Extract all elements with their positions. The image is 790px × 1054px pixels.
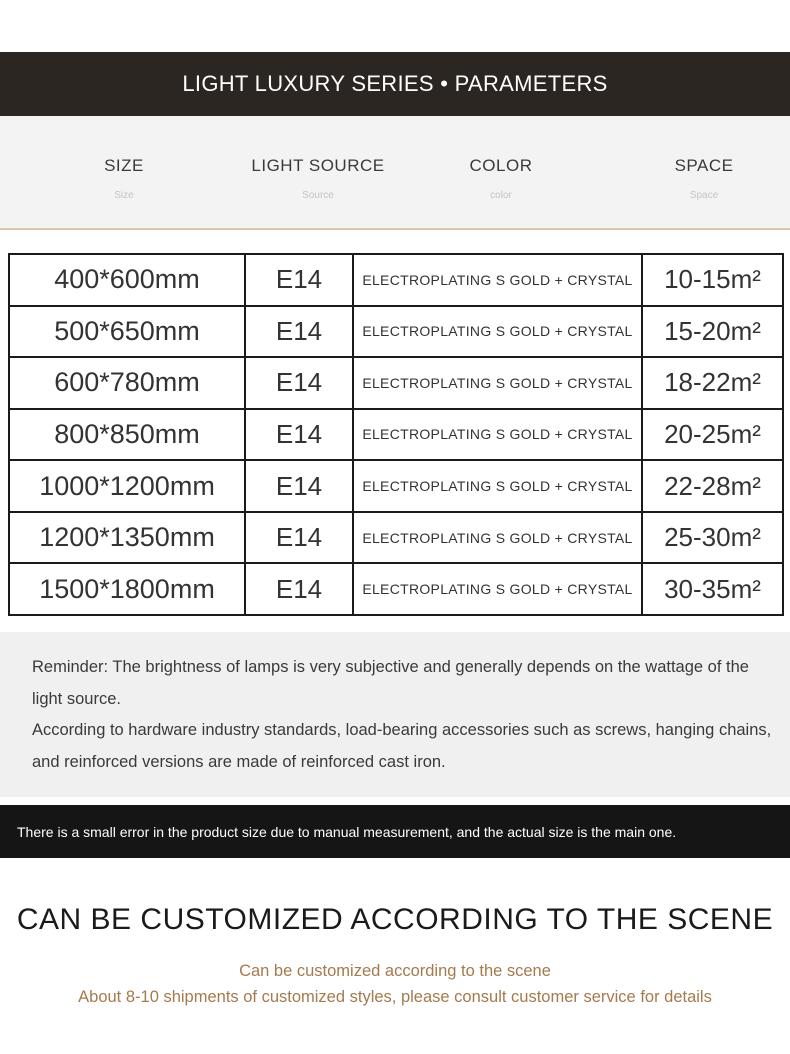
page-title: LIGHT LUXURY SERIES • PARAMETERS (182, 71, 608, 96)
source-cell: E14 (245, 254, 353, 306)
color-cell: ELECTROPLATING S GOLD + CRYSTAL (353, 512, 642, 564)
table-row (9, 460, 783, 512)
size-cell: 800*850mm (9, 409, 245, 461)
source-cell: E14 (245, 357, 353, 409)
color-cell: ELECTROPLATING S GOLD + CRYSTAL (353, 563, 642, 615)
size-cell: 400*600mm (9, 254, 245, 306)
size-cell: 500*650mm (9, 306, 245, 358)
space-cell: 25-30m² (642, 512, 783, 564)
header-size (24, 156, 224, 201)
source-cell: E14 (245, 512, 353, 564)
measurement-notice-band (0, 805, 790, 858)
table-row (9, 306, 783, 358)
header-color (401, 156, 601, 201)
header-size-label: SIZE (104, 156, 144, 175)
table-row (9, 254, 783, 306)
reminder-line-brightness: Reminder: The brightness of lamps is very subjective and generally depends on the wattage of the light source. (32, 658, 749, 708)
measurement-notice-text: There is a small error in the product size due to manual measurement, and the actual size is the main one. (17, 823, 677, 840)
color-cell: ELECTROPLATING S GOLD + CRYSTAL (353, 409, 642, 461)
title-banner (0, 52, 790, 116)
reminder-text (32, 652, 772, 778)
header-light-source-label: LIGHT SOURCE (251, 156, 385, 175)
reminder-line-hardware: According to hardware industry standards, load-bearing accessories such as screws, hanging chains, and reinforced versions are made of reinforced cast iron. (32, 721, 772, 771)
source-cell: E14 (245, 460, 353, 512)
color-cell: ELECTROPLATING S GOLD + CRYSTAL (353, 357, 642, 409)
color-cell: ELECTROPLATING S GOLD + CRYSTAL (353, 254, 642, 306)
header-space (604, 156, 790, 201)
table-row (9, 512, 783, 564)
size-cell: 1200*1350mm (9, 512, 245, 564)
customization-sub-line: About 8-10 shipments of customized styles, please consult customer service for details (78, 988, 712, 1006)
space-cell: 20-25m² (642, 409, 783, 461)
space-cell: 18-22m² (642, 357, 783, 409)
color-cell: ELECTROPLATING S GOLD + CRYSTAL (353, 460, 642, 512)
size-cell: 1500*1800mm (9, 563, 245, 615)
source-cell: E14 (245, 409, 353, 461)
parameters-table (8, 253, 784, 616)
customization-sub-line: Can be customized according to the scene (239, 962, 551, 980)
space-cell: 30-35m² (642, 563, 783, 615)
space-cell: 15-20m² (642, 306, 783, 358)
table-row (9, 409, 783, 461)
color-cell: ELECTROPLATING S GOLD + CRYSTAL (353, 306, 642, 358)
size-cell: 600*780mm (9, 357, 245, 409)
table-row (9, 357, 783, 409)
customization-subtitle (0, 958, 790, 1010)
header-color-sublabel: color (490, 190, 512, 201)
size-cell: 1000*1200mm (9, 460, 245, 512)
customization-title: CAN BE CUSTOMIZED ACCORDING TO THE SCENE (16, 903, 774, 936)
header-size-sublabel: Size (114, 190, 134, 201)
parameter-header (0, 116, 790, 230)
source-cell: E14 (245, 306, 353, 358)
header-space-label: SPACE (674, 156, 734, 175)
table-row (9, 563, 783, 615)
header-light-source (218, 156, 418, 201)
space-cell: 10-15m² (642, 254, 783, 306)
reminder-panel (0, 632, 790, 797)
top-spacer (0, 0, 790, 52)
space-cell: 22-28m² (642, 460, 783, 512)
header-space-sublabel: Space (689, 190, 719, 201)
header-color-label: COLOR (469, 156, 533, 175)
source-cell: E14 (245, 563, 353, 615)
header-light-source-sublabel: Source (302, 190, 334, 201)
